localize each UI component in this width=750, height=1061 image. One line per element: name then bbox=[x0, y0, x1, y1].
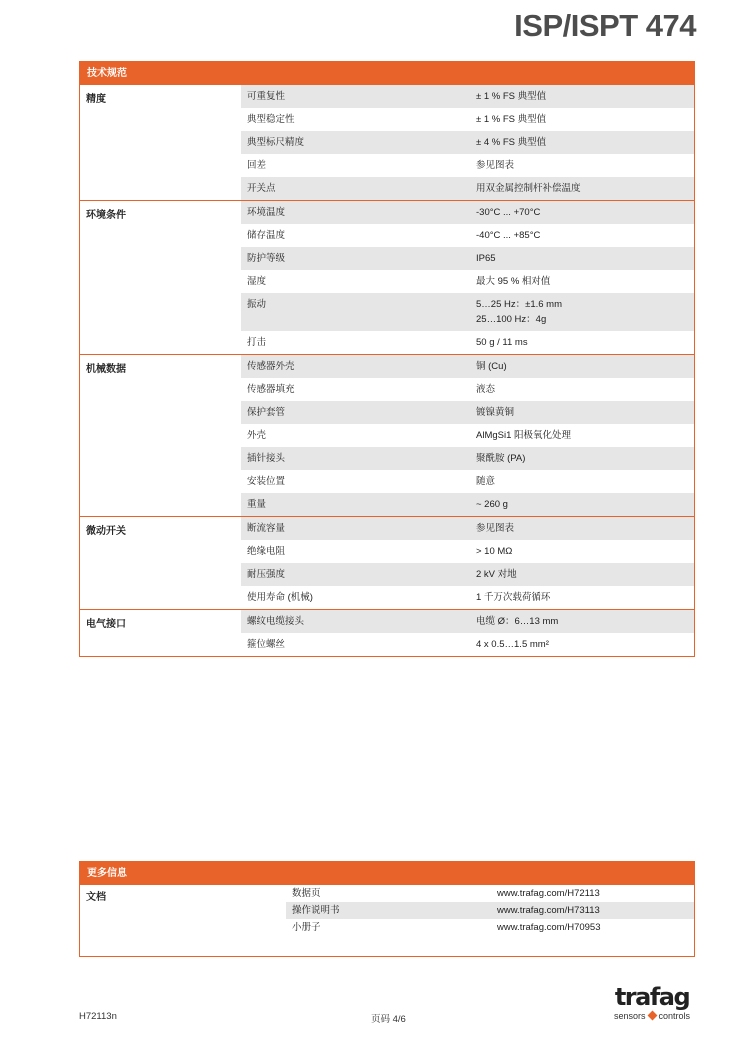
spec-row bbox=[241, 108, 694, 131]
spec-key: 螺纹电缆接头 bbox=[247, 616, 305, 627]
spec-value-line: 液态 bbox=[476, 384, 496, 395]
spec-value bbox=[470, 378, 694, 401]
spec-key: 外壳 bbox=[247, 430, 267, 441]
spec-row bbox=[241, 154, 694, 177]
spec-value-line: 随意 bbox=[476, 476, 496, 487]
spec-key: 回差 bbox=[247, 160, 267, 171]
spec-row bbox=[241, 355, 694, 378]
spec-value-line: ± 1 % FS 典型值 bbox=[476, 114, 547, 125]
info-key: 小册子 bbox=[292, 922, 321, 933]
spec-row bbox=[241, 85, 694, 108]
spec-group-label: 微动开关 bbox=[86, 526, 126, 537]
spec-group-label: 环境条件 bbox=[86, 210, 126, 221]
spec-value bbox=[470, 270, 694, 293]
spec-row bbox=[241, 293, 694, 331]
spec-row bbox=[241, 493, 694, 516]
spec-group bbox=[80, 609, 694, 656]
spec-group-label: 机械数据 bbox=[86, 364, 126, 375]
spec-key: 环境温度 bbox=[247, 207, 286, 218]
spec-row bbox=[241, 331, 694, 354]
spec-value-line: 25…100 Hz：4g bbox=[476, 314, 547, 325]
logo-wordmark: trafag bbox=[614, 983, 690, 1011]
spec-value-line: 聚酰胺 (PA) bbox=[476, 453, 526, 464]
logo-tagline bbox=[606, 1011, 698, 1021]
spec-value bbox=[470, 331, 694, 354]
logo-tagline-left: sensors bbox=[613, 1011, 646, 1021]
spec-value-line: 参见图表 bbox=[476, 523, 515, 534]
spec-key: 典型稳定性 bbox=[247, 114, 295, 125]
spec-value bbox=[470, 131, 694, 154]
spec-key: 使用寿命 (机械) bbox=[247, 592, 313, 603]
spec-value bbox=[470, 470, 694, 493]
spec-key: 振动 bbox=[247, 299, 267, 310]
spec-group bbox=[80, 516, 694, 609]
page-number: 页码 4/6 bbox=[371, 1014, 406, 1025]
spec-row bbox=[241, 633, 694, 656]
spec-row bbox=[241, 201, 694, 224]
spec-value bbox=[470, 563, 694, 586]
spec-key: 绝缘电阻 bbox=[247, 546, 286, 557]
spec-table bbox=[79, 61, 695, 657]
spec-key: 断流容量 bbox=[247, 523, 286, 534]
info-row bbox=[286, 902, 694, 919]
spec-key: 传感器填充 bbox=[247, 384, 295, 395]
spec-key: 安装位置 bbox=[247, 476, 286, 487]
spec-value bbox=[470, 540, 694, 563]
spec-value-line: -40°C ... +85°C bbox=[476, 230, 541, 241]
spec-value bbox=[470, 177, 694, 200]
spec-row bbox=[241, 610, 694, 633]
spec-value bbox=[470, 401, 694, 424]
spec-row bbox=[241, 224, 694, 247]
info-row bbox=[286, 919, 694, 936]
spec-key: 可重复性 bbox=[247, 91, 286, 102]
spec-value bbox=[470, 108, 694, 131]
spec-value bbox=[470, 224, 694, 247]
spec-key: 典型标尺精度 bbox=[247, 137, 305, 148]
spec-value-line: 铜 (Cu) bbox=[476, 361, 507, 372]
spec-value bbox=[470, 154, 694, 177]
spec-value-line: IP65 bbox=[476, 253, 496, 264]
spec-value-line: ± 1 % FS 典型值 bbox=[476, 91, 547, 102]
spec-value-line: 最大 95 % 相对值 bbox=[476, 276, 551, 287]
spec-value bbox=[470, 633, 694, 656]
spec-group-label: 电气接口 bbox=[86, 619, 126, 630]
logo-tagline-right: controls bbox=[658, 1011, 691, 1021]
spec-key: 插针接头 bbox=[247, 453, 286, 464]
spec-value-line: 4 x 0.5…1.5 mm² bbox=[476, 639, 549, 650]
spec-value-line: > 10 MΩ bbox=[476, 546, 513, 557]
spec-value bbox=[470, 447, 694, 470]
spec-key: 储存温度 bbox=[247, 230, 286, 241]
info-row bbox=[286, 885, 694, 902]
trafag-logo bbox=[606, 985, 698, 1021]
spec-key: 打击 bbox=[247, 337, 267, 348]
spec-value bbox=[470, 355, 694, 378]
spec-row bbox=[241, 586, 694, 609]
spec-group-rows bbox=[241, 355, 694, 516]
spec-group-rows bbox=[241, 85, 694, 200]
info-section-header: 更多信息 bbox=[80, 861, 694, 885]
spec-value-line: 2 kV 对地 bbox=[476, 569, 517, 580]
spec-key: 湿度 bbox=[247, 276, 267, 287]
spec-value bbox=[470, 424, 694, 447]
spec-value bbox=[470, 293, 694, 331]
info-key: 操作说明书 bbox=[292, 905, 340, 916]
spec-row bbox=[241, 540, 694, 563]
spec-key: 重量 bbox=[247, 499, 267, 510]
info-group-label: 文档 bbox=[86, 892, 106, 903]
spec-row bbox=[241, 378, 694, 401]
spec-row bbox=[241, 563, 694, 586]
info-table bbox=[79, 861, 695, 957]
spec-value-line: 5…25 Hz：±1.6 mm bbox=[476, 299, 562, 310]
spec-value-line: 镀镍黄铜 bbox=[476, 407, 515, 418]
spec-row bbox=[241, 131, 694, 154]
spec-group-label: 精度 bbox=[86, 94, 106, 105]
spec-value-line: ± 4 % FS 典型值 bbox=[476, 137, 547, 148]
spec-value-line: AlMgSi1 阳极氧化处理 bbox=[476, 430, 572, 441]
spec-key: 箍位螺丝 bbox=[247, 639, 286, 650]
spec-row bbox=[241, 177, 694, 200]
spec-row bbox=[241, 270, 694, 293]
spec-key: 传感器外壳 bbox=[247, 361, 295, 372]
spec-group bbox=[80, 85, 694, 200]
spec-row bbox=[241, 247, 694, 270]
spec-section-header: 技术规范 bbox=[80, 61, 694, 85]
spec-value-line: 1 千万次载荷循环 bbox=[476, 592, 551, 603]
spec-value-line: -30°C ... +70°C bbox=[476, 207, 541, 218]
info-link[interactable]: www.trafag.com/H70953 bbox=[497, 922, 601, 933]
spec-row bbox=[241, 447, 694, 470]
diamond-icon bbox=[647, 1011, 657, 1021]
spec-value bbox=[470, 586, 694, 609]
spec-row bbox=[241, 470, 694, 493]
info-group bbox=[80, 885, 694, 936]
spec-value-line: 电缆 Ø：6…13 mm bbox=[476, 616, 559, 627]
info-rows bbox=[286, 885, 694, 936]
page-title: ISP/ISPT 474 bbox=[514, 8, 696, 43]
spec-group bbox=[80, 354, 694, 516]
spec-value-line: ~ 260 g bbox=[476, 499, 508, 510]
spec-group-rows bbox=[241, 517, 694, 609]
spec-value-line: 50 g / 11 ms bbox=[476, 337, 528, 348]
spec-key: 防护等级 bbox=[247, 253, 286, 264]
spec-row bbox=[241, 517, 694, 540]
spec-row bbox=[241, 424, 694, 447]
spec-group-rows bbox=[241, 201, 694, 354]
spec-value-line: 用双金属控制杆补偿温度 bbox=[476, 183, 581, 194]
doc-id: H72113n bbox=[79, 1011, 117, 1022]
spec-group bbox=[80, 200, 694, 354]
spec-value bbox=[470, 85, 694, 108]
spec-key: 开关点 bbox=[247, 183, 276, 194]
spec-row bbox=[241, 401, 694, 424]
spec-value bbox=[470, 247, 694, 270]
spec-groups bbox=[80, 85, 694, 656]
spec-value bbox=[470, 201, 694, 224]
spec-key: 耐压强度 bbox=[247, 569, 286, 580]
spec-value bbox=[470, 517, 694, 540]
spec-value bbox=[470, 493, 694, 516]
spec-value-line: 参见图表 bbox=[476, 160, 515, 171]
info-link[interactable]: www.trafag.com/H73113 bbox=[497, 905, 600, 916]
info-key: 数据页 bbox=[292, 888, 321, 899]
info-link[interactable]: www.trafag.com/H72113 bbox=[497, 888, 600, 899]
spec-key: 保护套管 bbox=[247, 407, 286, 418]
spec-value bbox=[470, 610, 694, 633]
spec-group-rows bbox=[241, 610, 694, 656]
